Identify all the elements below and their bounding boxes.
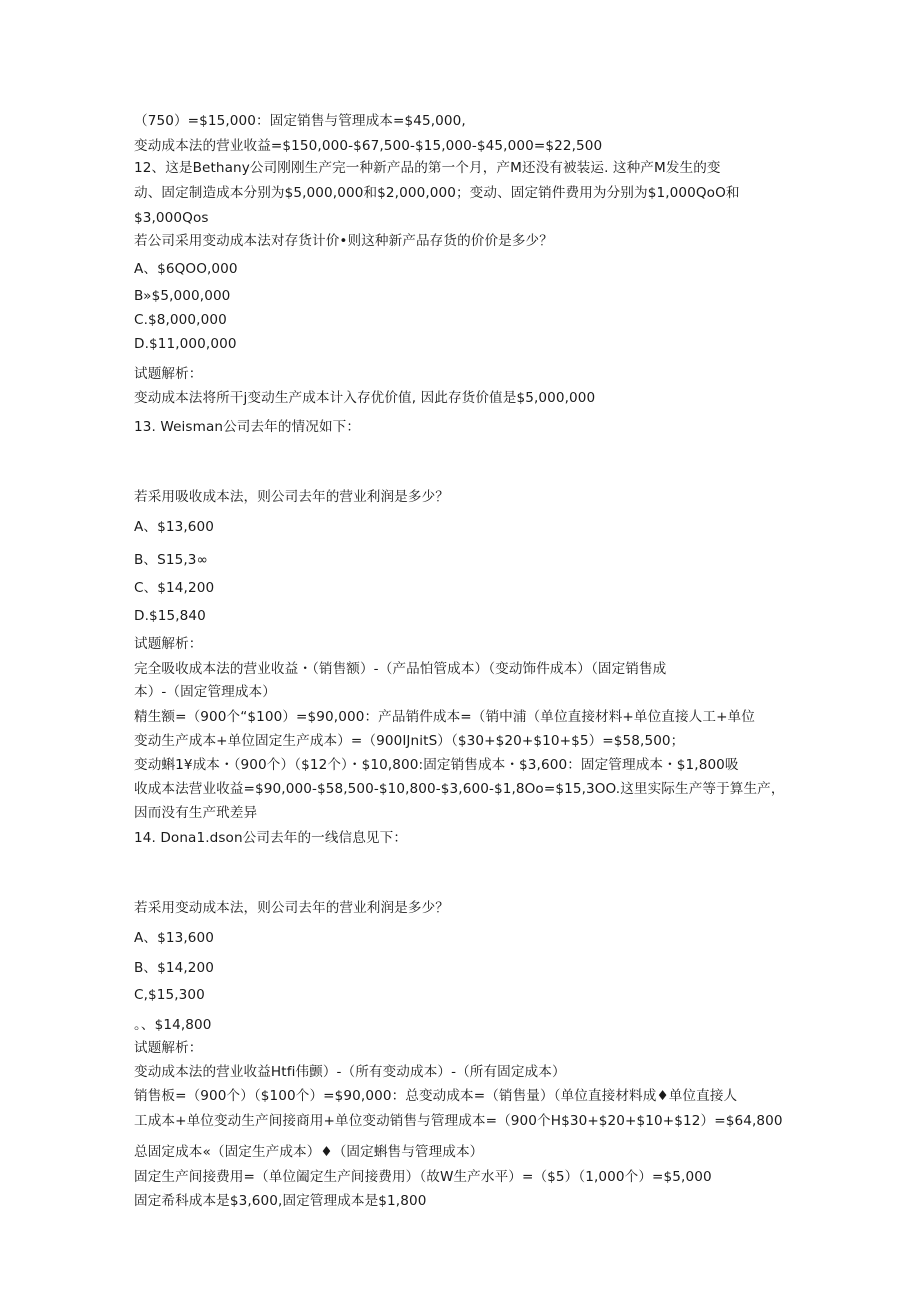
analysis-heading: 试题解析： [134,366,203,382]
question-14-line: 14. Dona1.dson公司去年的一线信息见下： [134,830,408,846]
text-line: 变动成本法的营业收益Htfi伟颤）-（所有变动成本）-（所有固定成本） [134,1064,566,1080]
option-c: C、$14,200 [134,580,215,596]
text-line: 完全吸收成本法的营业收益・（销售额）-（产品怕管成本）（变动饰件成本）（固定销售成 [134,661,667,677]
text-line: $3,000Qos [134,210,209,226]
text-line: 收成本法营业收益=$90,000-$58,500-$10,800-$3,600-$1,8Oo=$15,3OO.这里实际生产等于算生产， [134,781,785,797]
analysis-heading: 试题解析： [134,1040,203,1056]
option-a: A、$13,600 [134,930,215,946]
text-line: 变动成本法的营业收益=$150,000-$67,500-$15,000-$45,000=$22,500 [134,138,603,154]
text-line: 总固定成本«（固定生产成本）♦（固定蝌售与管理成本） [134,1144,484,1160]
text-line: 动、固定制造成本分别为$5,000,000和$2,000,000；变动、固定销件费用为分别为$1,000QoO和 [134,185,740,201]
option-b: B、S15,3∞ [134,552,208,568]
question-prompt: 若采用吸收成本法，则公司去年的营业利润是多少？ [134,489,449,505]
question-13-line: 13. Weisman公司去年的情况如下： [134,419,361,435]
option-b: B、$14,200 [134,960,215,976]
question-prompt: 若公司采用变动成本法对存货计价•则这种新产品存货的价价是多少？ [134,233,553,249]
text-line: 本）-（固定管理成本） [134,684,276,700]
text-line: （750）=$15,000：固定销售与管理成本=$45,000, [134,113,466,129]
text-line: 因而没有生产玳差异 [134,805,258,821]
option-d: D.$11,000,000 [134,336,237,352]
text-line: 变动成本法将所干j变动生产成本计入存优价值, 因此存货价值是$5,000,000 [134,390,596,406]
option-d: D.$15,840 [134,608,206,624]
question-prompt: 若采用变动成本法，则公司去年的营业利润是多少？ [134,900,449,916]
analysis-heading: 试题解析： [134,636,203,652]
option-a: A、$13,600 [134,519,215,535]
text-line: 固定生产间接费用=（单位阖定生产间接费用）（故W生产水平）=（$5）（1,000个）=$5,000 [134,1169,712,1185]
question-12-line: 12、这是Bethany公司刚刚生产完一种新产品的第一个月，产M还没有被装运. 这种产M发生的变 [134,160,721,176]
option-d: 。、$14,800 [134,1017,212,1033]
text-line: 工成本+单位变动生产间接商用+单位变动销售与管理成本=（900个H$30+$20+$10+$12）=$64,800 [134,1113,783,1129]
text-line: 变动蝌1¥成本・（900个）（$12个）・$10,800:固定销售成本・$3,600：固定管理成本・$1,800吸 [134,757,739,773]
option-c: C.$8,000,000 [134,312,227,328]
text-line: 固定希科成本是$3,600,固定管理成本是$1,800 [134,1193,427,1209]
text-line: 精生额=（900个“$100）=$90,000：产品销件成本=（销中浦（单位直接材料+单位直接人工+单位 [134,709,755,725]
text-line: 销售板=（900个）（$100个）=$90,000：总变动成本=（销售量）（单位直接材料成♦单位直接人 [134,1088,738,1104]
text-line: 变动生产成本+单位固定生产成本）=（900IJnitS）（$30+$20+$10+$5）=$58,500； [134,733,685,749]
option-a: A、$6QOO,000 [134,261,238,277]
option-b: B»$5,000,000 [134,288,231,304]
option-c: C,$15,300 [134,987,205,1003]
